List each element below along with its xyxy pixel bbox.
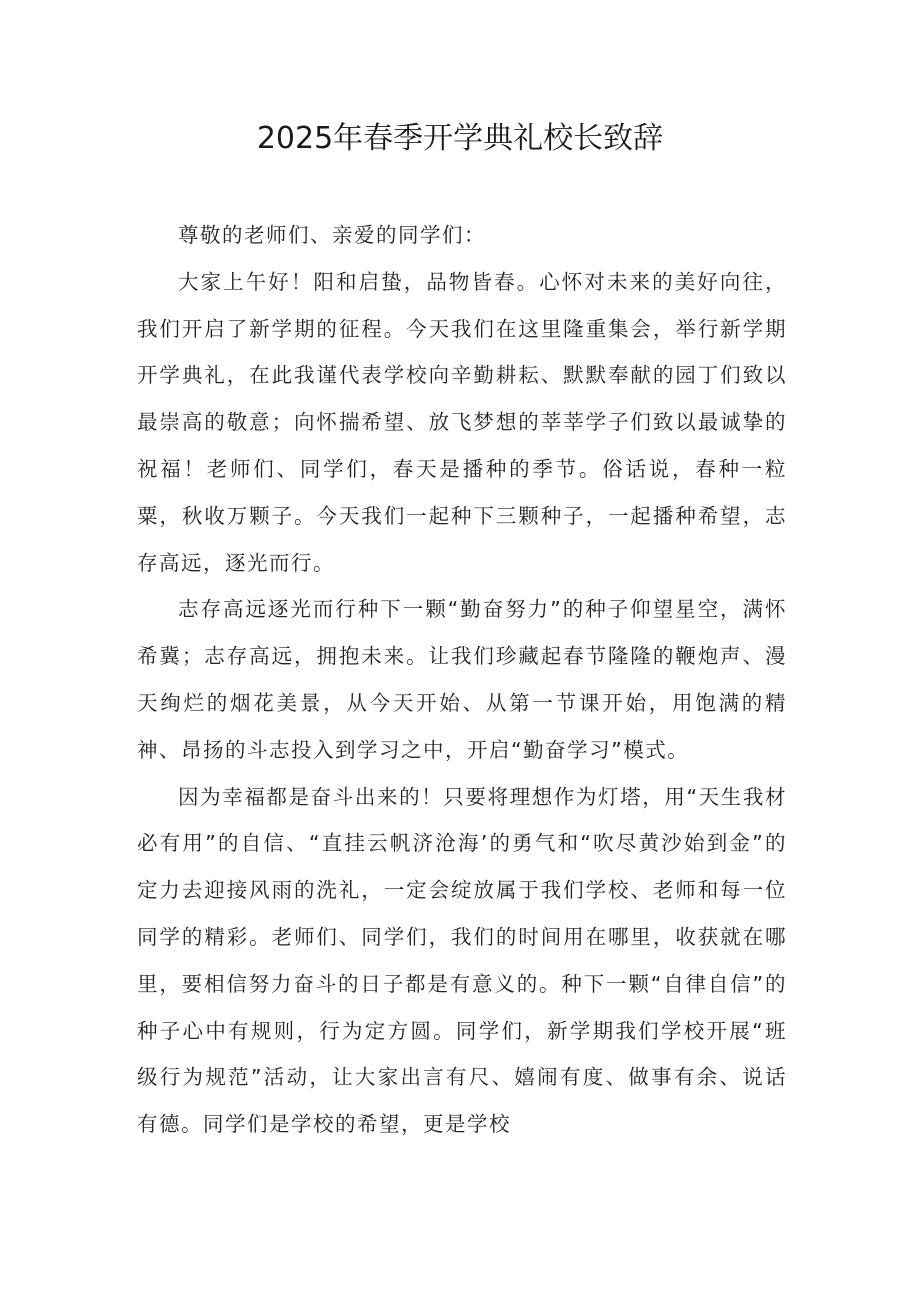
body-paragraph: 志存高远逐光而行种下一颗“勤奋努力”的种子仰望星空，满怀希冀；志存高远，拥抱未来。让我们珍藏起春节隆隆的鞭炮声、漫天绚烂的烟花美景，从今天开始、从第一节课开始，用饱满的精神、昂扬的斗志投入到学习之中，开启“勤奋学习”模式。 (137, 597, 787, 762)
document-title: 2025年春季开学典礼校长致辞 (256, 121, 664, 156)
salutation-paragraph: 尊敬的老师们、亲爱的同学们： (178, 223, 486, 247)
body-paragraph: 因为幸福都是奋斗出来的！只要将理想作为灯塔，用“天生我材必有用”的自信、“直挂云帆济沧海’的勇气和“吹尽黄沙始到金”的定力去迎接风雨的洗礼，一定会绽放属于我们学校、老师和每一位同学的精彩。老师们、同学们，我们的时间用在哪里，收获就在哪里，要相信努力奋斗的日子都是有意义的。种下一颗“自律自信”的种子心中有规则，行为定方圆。同学们，新学期我们学校开展“班级行为规范”活动，让大家出言有尺、嬉闹有度、做事有余、说话有德。同学们是学校的希望，更是学校 (137, 784, 787, 1137)
document-body (137, 212, 787, 1148)
body-paragraph: 大家上午好！阳和启蛰，品物皆春。心怀对未来的美好向往，我们开启了新学期的征程。今天我们在这里隆重集会，举行新学期开学典礼，在此我谨代表学校向辛勤耕耘、默默奉献的园丁们致以最崇高的敬意；向怀揣希望、放飞梦想的莘莘学子们致以最诚挚的祝福！老师们、同学们，春天是播种的季节。俗话说，春种一粒粟，秋收万颗子。今天我们一起种下三颗种子，一起播种希望，志存高远，逐光而行。 (137, 269, 787, 575)
